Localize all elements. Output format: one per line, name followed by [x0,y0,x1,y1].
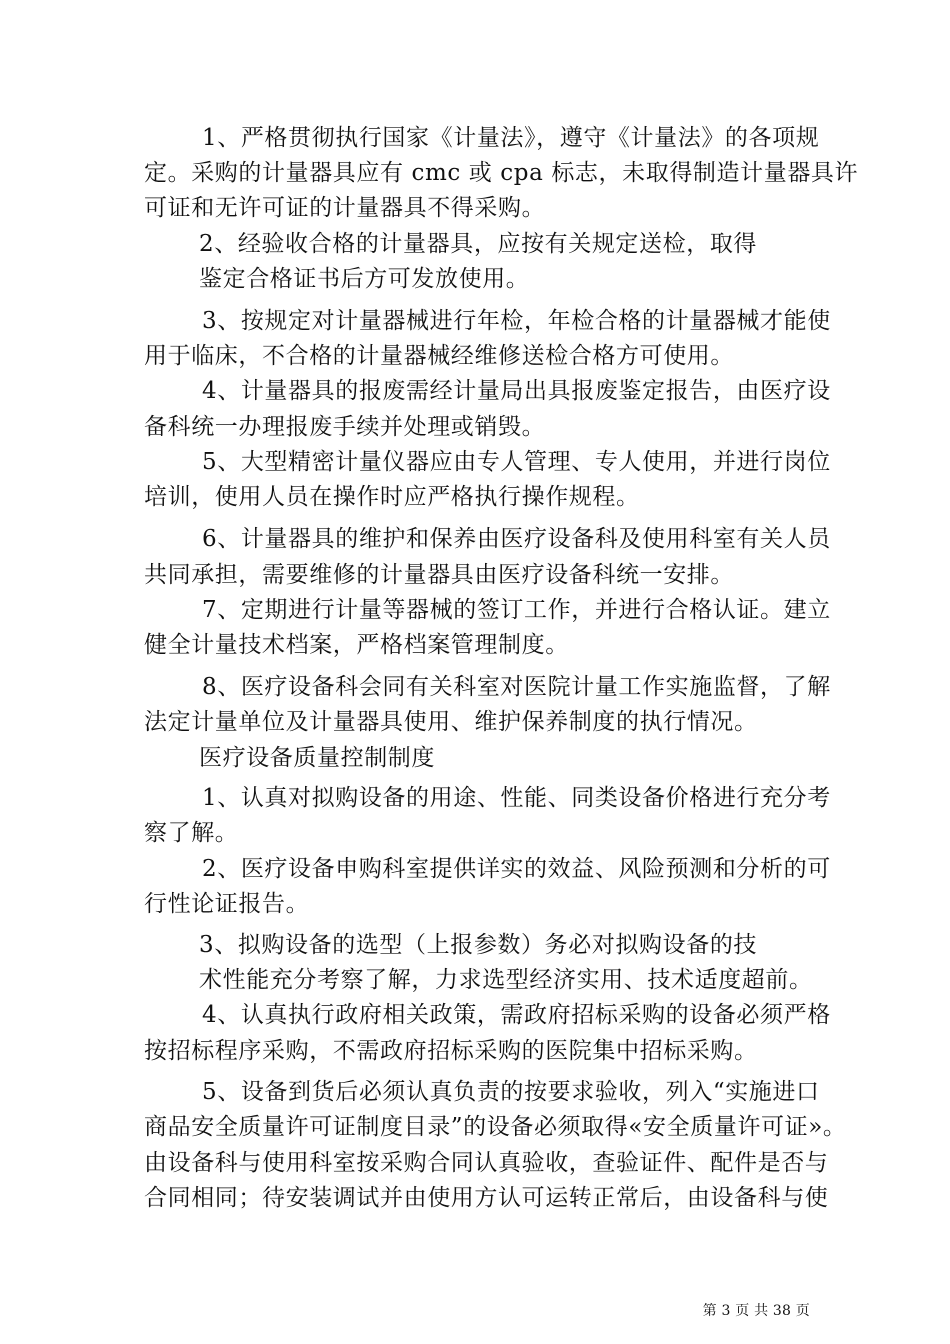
text-line: 健全计量技术档案，严格档案管理制度。 [144,632,569,658]
text-line: 察了解。 [144,820,239,846]
text-line: 8、医疗设备科会同有关科室对医院计量工作实施监督，了解 [202,674,831,700]
text-line: 行性论证报告。 [144,891,310,917]
text-line: 2、医疗设备申购科室提供详实的效益、风险预测和分析的可 [202,856,831,882]
text-line: 合同相同；待安装调试并由使用方认可运转正常后，由设备科与使 [144,1185,829,1211]
text-line: 1、严格贯彻执行国家《计量法》，遵守《计量法》的各项规 [202,125,820,151]
text-line: 4、认真执行政府相关政策，需政府招标采购的设备必须严格 [202,1002,831,1028]
page-footer [0,1302,950,1320]
text-line: 用于临床，不合格的计量器械经维修送检合格方可使用。 [144,343,734,369]
text-line: 5、大型精密计量仪器应由专人管理、专人使用，并进行岗位 [202,449,831,475]
text-line: 3、拟购设备的选型（上报参数）务必对拟购设备的技 [199,932,758,958]
text-line: 可证和无许可证的计量器具不得采购。 [144,195,546,221]
text-line: 1、认真对拟购设备的用途、性能、同类设备价格进行充分考 [202,785,831,811]
text-line: 3、按规定对计量器械进行年检，年检合格的计量器械才能使 [202,308,831,334]
text-line: 商品安全质量许可证制度目录”的设备必须取得«安全质量许可证»。 [144,1114,847,1140]
section-heading: 医疗设备质量控制制度 [199,745,435,771]
text-line: 2、经验收合格的计量器具，应按有关规定送检，取得 [199,231,758,257]
text-line: 术性能充分考察了解，力求选型经济实用、技术适度超前。 [199,967,813,993]
text-line: 4、计量器具的报废需经计量局出具报废鉴定报告，由医疗设 [202,378,831,404]
text-line: 由设备科与使用科室按采购合同认真验收，查验证件、配件是否与 [144,1150,829,1176]
text-line: 7、定期进行计量等器械的签订工作，并进行合格认证。建立 [202,597,831,623]
page-number: 第 3 页 共 38 页 [702,1303,810,1319]
text-line: 备科统一办理报废手续并处理或销毁。 [144,414,546,440]
text-line: 5、设备到货后必须认真负责的按要求验收，列入“实施进口 [202,1079,820,1105]
text-line: 按招标程序采购，不需政府招标采购的医院集中招标采购。 [144,1038,758,1064]
text-line: 法定计量单位及计量器具使用、维护保养制度的执行情况。 [144,709,758,735]
text-line: 共同承担，需要维修的计量器具由医疗设备科统一安排。 [144,562,734,588]
text-line: 鉴定合格证书后方可发放使用。 [199,266,530,292]
text-line: 6、计量器具的维护和保养由医疗设备科及使用科室有关人员 [202,526,831,552]
text-line: 定。采购的计量器具应有 cmc 或 cpa 标志，未取得制造计量器具许 [144,160,859,186]
text-line: 培训，使用人员在操作时应严格执行操作规程。 [144,484,640,510]
